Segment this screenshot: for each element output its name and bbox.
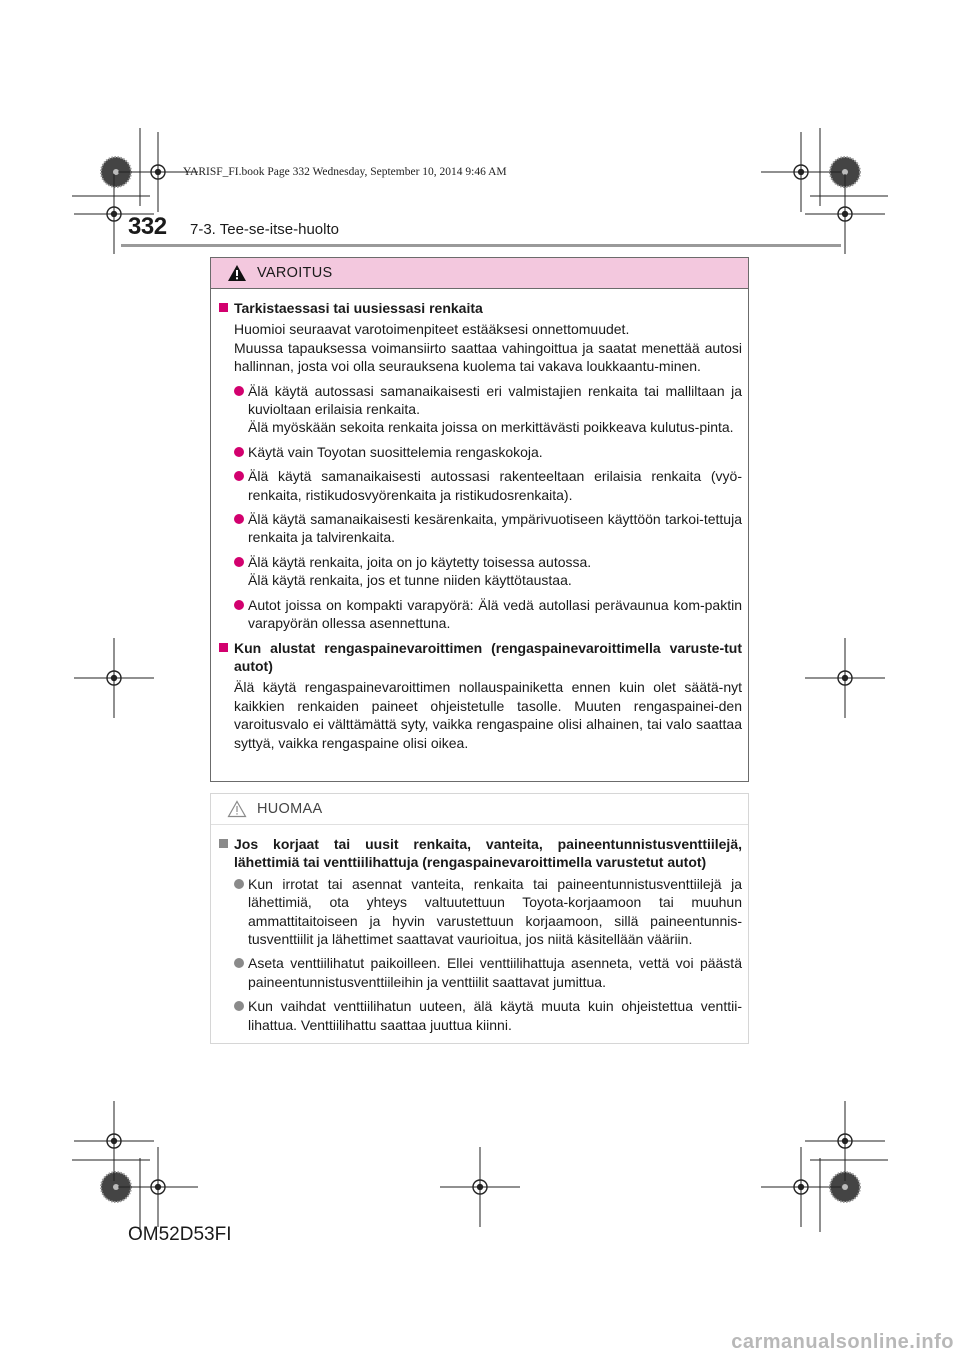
warning-bullet: Älä käytä samanaikaisesti autossasi rakenteeltaan erilaisia renkaita (vyö-renkaita, ristikudosvyörenkaita ja ristikudosrenkaita). [234,467,742,504]
notice-bullet: Kun irrotat tai asennat vanteita, renkaita tai paineentunnistusventtiilejä ja lähettimiä, ota yhteys valtuutettuun Toyota-korjaamoon tai muuhun ammattitaitoiseen ja hyvin varustettuun korjaamoon, sillä paineentunnis-tusventtiilit ja lähettimet saattavat vaurioitua, jos niitä käsitellään vääriin. [234,875,742,949]
crosshair-bottom-left-a [74,1101,154,1181]
notice-heading: Jos korjaat tai uusit renkaita, vanteita, paineentunnistusventtiilejä, lähettimiä tai venttiilihattuja (rengaspainevaroittimella varustetut autot) [218,835,742,872]
watermark-link[interactable]: carmanualsonline.info [731,1331,954,1353]
round-bullet-icon [234,1001,244,1011]
notice-header [211,794,748,825]
warning-bullet: Älä käytä autossasi samanaikaisesti eri valmistajien renkaita tai malliltaan ja kuvioltaan erilaisia renkaita. Älä myöskään sekoita renkaita joissa on merkittävästi poikkeava kulutus-pinta. [234,382,742,437]
round-bullet-icon [234,958,244,968]
warning-bullet: Käytä vain Toyotan suosittelemia rengaskokoja. [234,443,742,461]
notice-bullet: Aseta venttiilihatut paikoilleen. Ellei venttiilihattuja asenneta, vettä voi päästä paineentunnistusventtiileihin ja venttiilit saattavat jumittua. [234,954,742,991]
caution-outline-icon [227,800,247,818]
warning-bullet: Älä käytä samanaikaisesti kesärenkaita, ympärivuotiseen käyttöön tarkoi-tettuja renkaita ja talvirenkaita. [234,510,742,547]
square-bullet-icon [219,643,228,652]
warning-bullet: Älä käytä renkaita, joita on jo käytetty toisessa autossa. Älä käytä renkaita, jos et tunne niiden käyttötaustaa. [234,553,742,590]
warning-triangle-icon [227,264,247,282]
crosshair-bottom-left-b [118,1147,198,1227]
crosshair-mid-right [805,638,885,718]
crosshair-top-right-b [805,174,885,254]
round-bullet-icon [234,879,244,889]
crosshair-bottom-center [440,1147,520,1227]
square-bullet-icon [219,303,228,312]
notice-title: HUOMAA [257,801,323,817]
notice-body [211,825,748,1034]
square-bullet-icon [219,839,228,848]
notice-box [210,793,749,1044]
manual-code: OM52D53FI [128,1224,232,1245]
warning-tpws-text: Älä käytä rengaspainevaroittimen nollauspainiketta ennen kuin olet säätä-nyt kaikkien renkaiden paineet ohjeistetulle tasolle. Muuten rengaspainei-den varoitusvalo ei välttämättä syty, vaikka rengaspaine olisi alhainen, tai valo saattaa syttyä, vaikka rengaspaine olisi oikea. [234,679,742,751]
page-number: 332 [128,213,167,240]
crosshair-top-right-a [761,132,841,212]
book-info-line: YARISF_FI.book Page 332 Wednesday, September 10, 2014 9:46 AM [183,166,507,178]
crosshair-bottom-right-a [805,1101,885,1181]
round-bullet-icon [234,514,244,524]
header-rule [121,244,841,247]
round-bullet-icon [234,600,244,610]
crosshair-bottom-right-b [761,1147,841,1227]
warning-body [211,289,748,752]
warning-title: VAROITUS [257,265,333,281]
warning-bullet: Autot joissa on kompakti varapyörä: Älä vedä autollasi perävaunua kom-paktin varapyörän ollessa asennettuna. [234,596,742,633]
warning-header [211,258,748,289]
round-bullet-icon [234,471,244,481]
notice-bullet: Kun vaihdat venttiilihatun uuteen, älä käytä muuta kuin ohjeistettua venttii-lihattua. Venttiilihattu saattaa juuttua kiinni. [234,997,742,1034]
round-bullet-icon [234,557,244,567]
warning-heading-tires: Tarkistaessasi tai uusiessasi renkaita [218,299,742,317]
round-bullet-icon [234,447,244,457]
warning-intro: Huomioi seuraavat varotoimenpiteet estääksesi onnettomuudet. Muussa tapauksessa voimansiirto saattaa vahingoittua ja saatat menettää autosi hallinnan, josta voi olla seurauksena kuolema tai vakava loukkaantu-minen. [234,321,742,375]
crosshair-mid-left [74,638,154,718]
section-title: 7-3. Tee-se-itse-huolto [190,221,339,238]
warning-box [210,257,749,782]
round-bullet-icon [234,386,244,396]
warning-heading-tpws: Kun alustat rengaspainevaroittimen (rengaspainevaroittimella varuste-tut autot) [218,639,742,676]
